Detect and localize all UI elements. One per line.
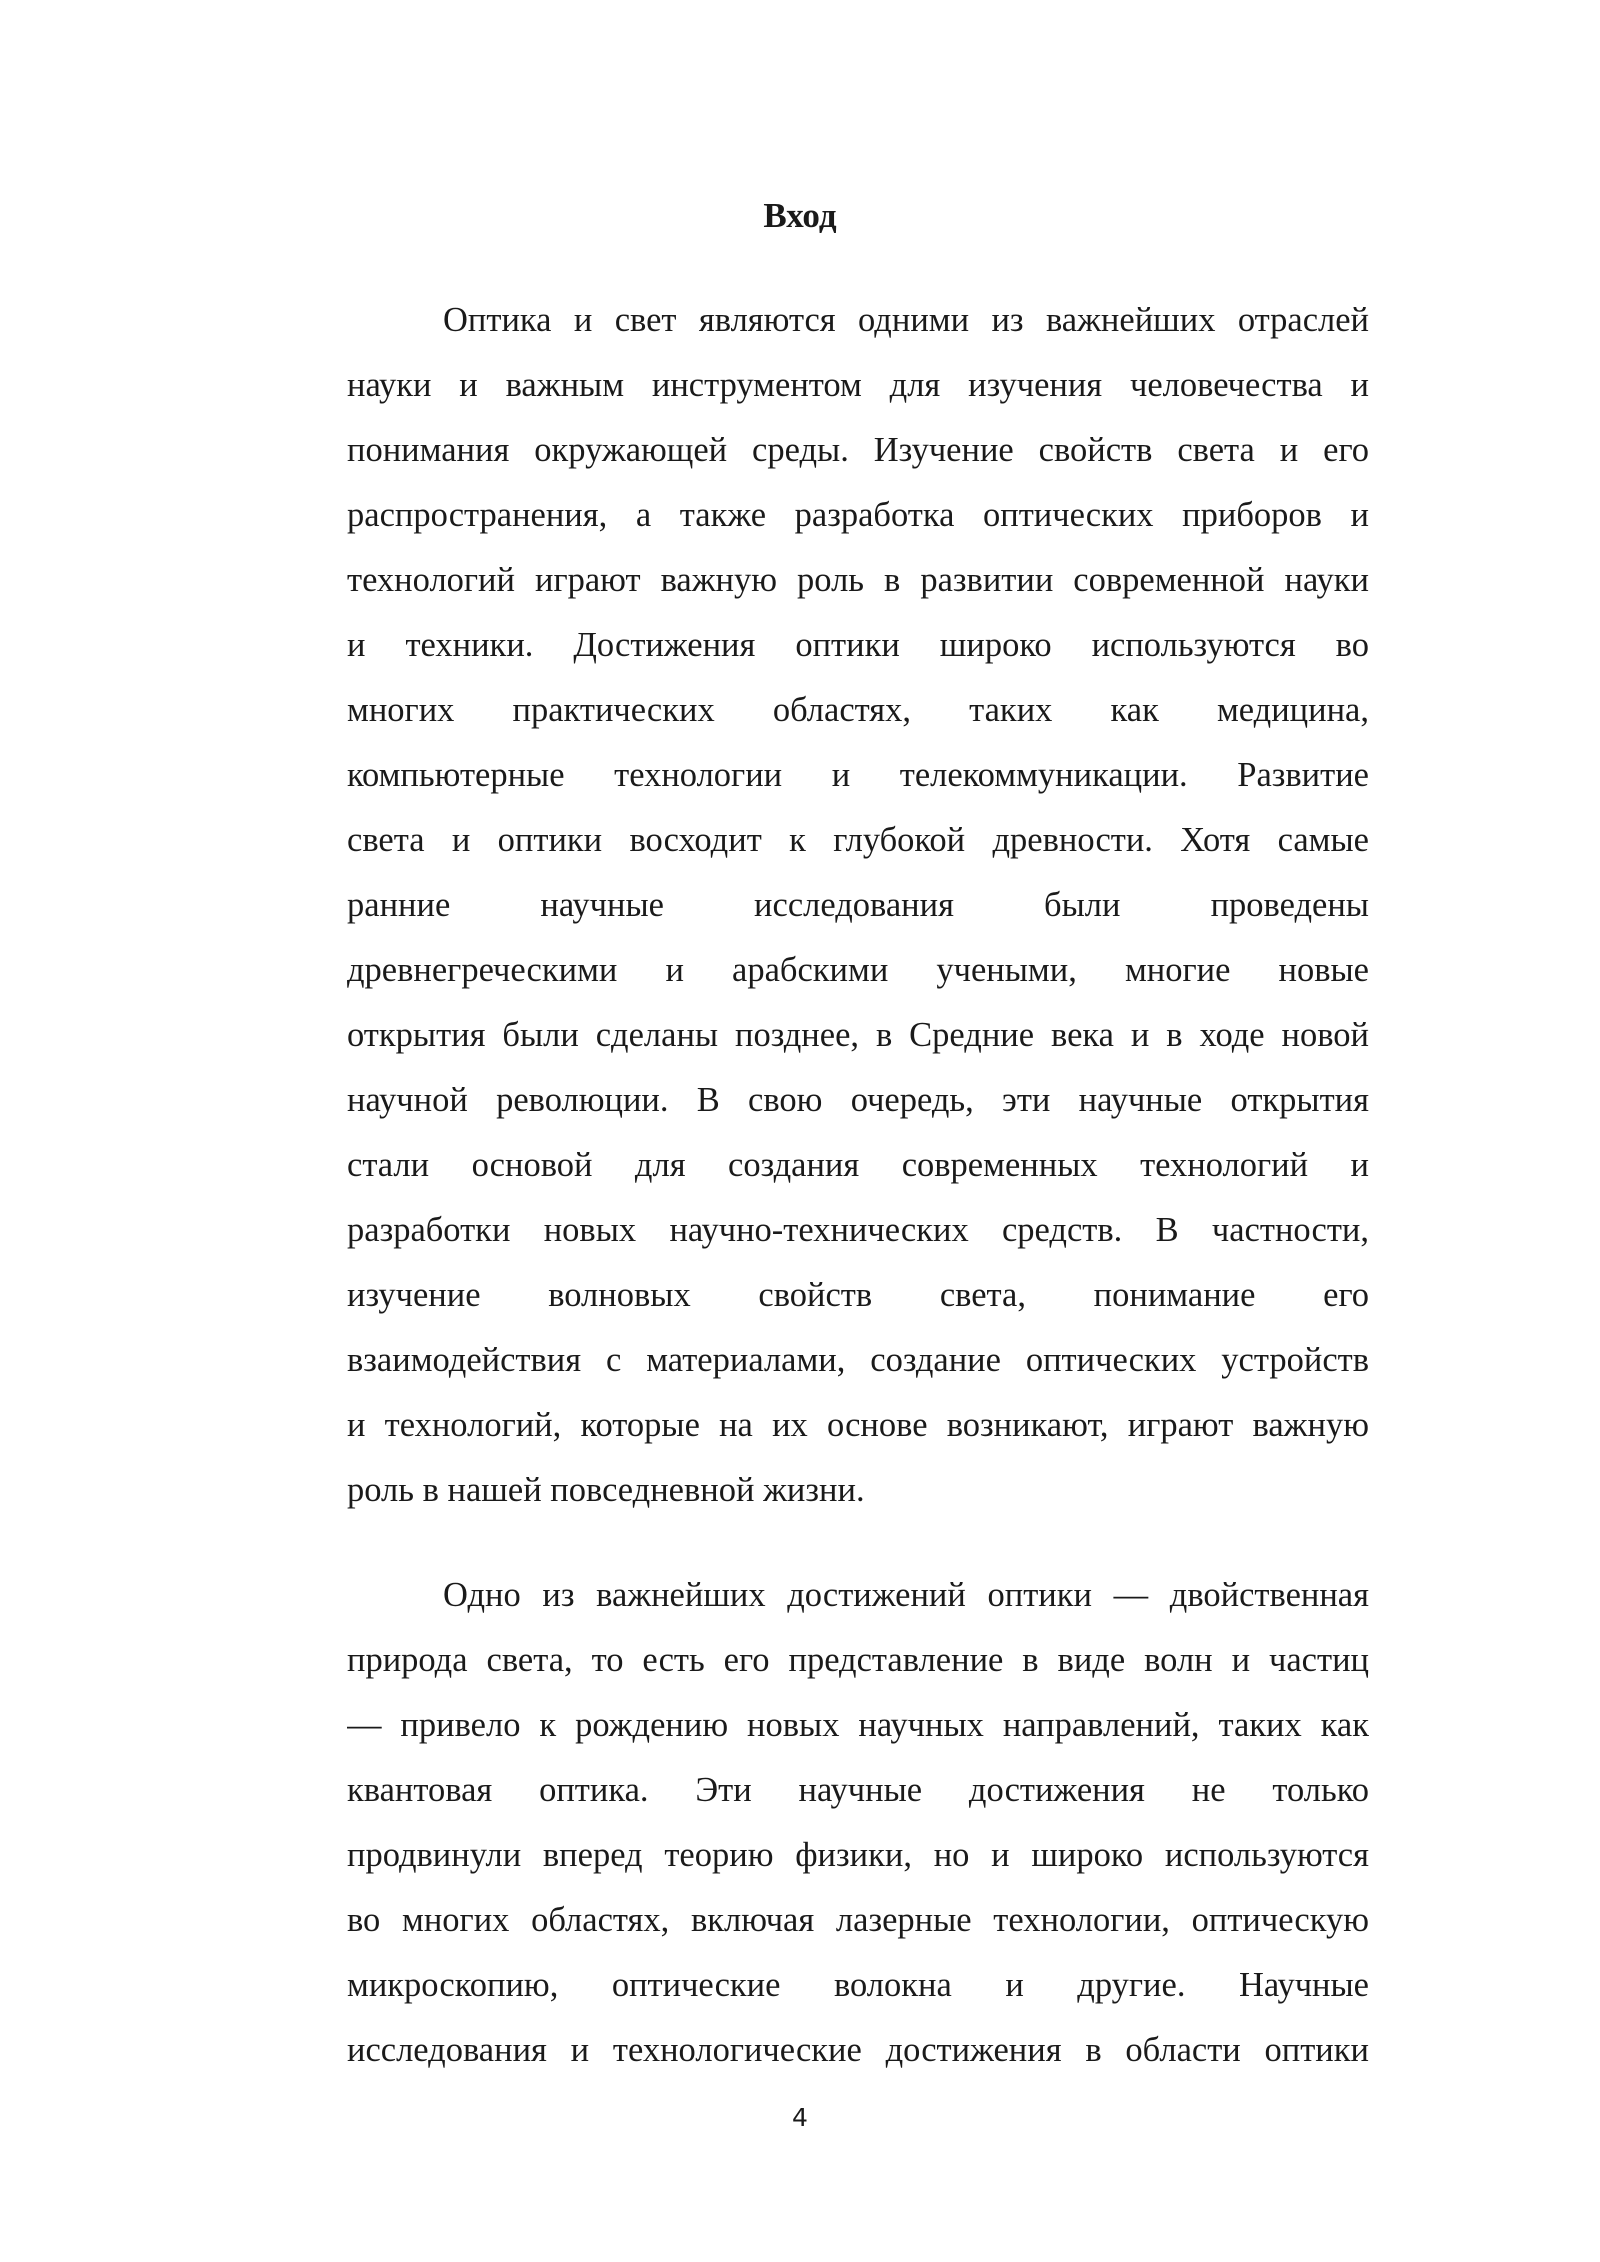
paragraph-line: разработки новых научно-технических средств. В частности, — [347, 1211, 1369, 1249]
paragraph-line: изучение волновых свойств света, понимание его — [347, 1276, 1369, 1314]
paragraph-line: микроскопию, оптические волокна и другие. Научные — [347, 1966, 1369, 2004]
paragraph-line: науки и важным инструментом для изучения человечества и — [347, 366, 1369, 404]
paragraph-line: компьютерные технологии и телекоммуникации. Развитие — [347, 756, 1369, 794]
paragraph-line: света и оптики восходит к глубокой древности. Хотя самые — [347, 821, 1369, 859]
paragraph-line: Оптика и свет являются одними из важнейших отраслей — [443, 301, 1369, 339]
paragraph-1 — [347, 288, 1369, 1523]
paragraph-line: исследования и технологические достижения в области оптики — [347, 2031, 1369, 2069]
paragraph-line: древнегреческими и арабскими учеными, многие новые — [347, 951, 1369, 989]
paragraph-line: роль в нашей повседневной жизни. — [347, 1471, 865, 1509]
page-title: Вход — [763, 196, 837, 235]
paragraph-line: многих практических областях, таких как медицина, — [347, 691, 1369, 729]
paragraph-line: понимания окружающей среды. Изучение свойств света и его — [347, 431, 1369, 469]
paragraph-line: и технологий, которые на их основе возникают, играют важную — [347, 1406, 1369, 1444]
paragraph-line: взаимодействия с материалами, создание оптических устройств — [347, 1341, 1369, 1379]
paragraph-line: распространения, а также разработка оптических приборов и — [347, 496, 1369, 534]
paragraph-line: стали основой для создания современных технологий и — [347, 1146, 1369, 1184]
paragraph-line: Одно из важнейших достижений оптики — двойственная — [443, 1576, 1369, 1614]
paragraph-line: квантовая оптика. Эти научные достижения не только — [347, 1771, 1369, 1809]
paragraph-line: природа света, то есть его представление в виде волн и частиц — [347, 1641, 1369, 1679]
paragraph-line: во многих областях, включая лазерные технологии, оптическую — [347, 1901, 1369, 1939]
paragraph-line: научной революции. В свою очередь, эти научные открытия — [347, 1081, 1369, 1119]
paragraph-line: продвинули вперед теорию физики, но и широко используются — [347, 1836, 1369, 1874]
paragraph-line: — привело к рождению новых научных направлений, таких как — [347, 1706, 1369, 1744]
paragraph-line: и техники. Достижения оптики широко используются во — [347, 626, 1369, 664]
paragraph-line: открытия были сделаны позднее, в Средние века и в ходе новой — [347, 1016, 1369, 1054]
paragraph-line: ранние научные исследования были проведены — [347, 886, 1369, 924]
paragraph-2 — [347, 1563, 1369, 2083]
paragraph-line: технологий играют важную роль в развитии современной науки — [347, 561, 1369, 599]
page-number: 4 — [792, 2103, 808, 2132]
